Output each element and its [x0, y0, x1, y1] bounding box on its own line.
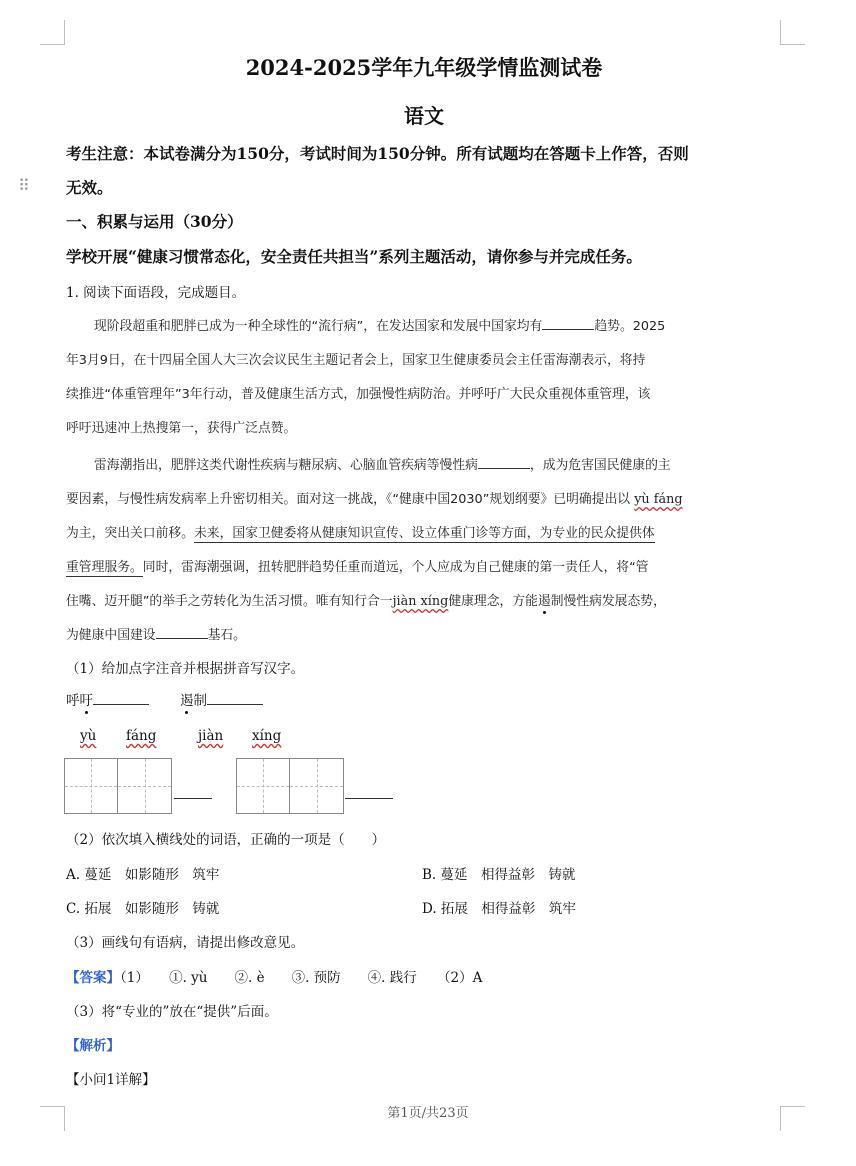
option-b[interactable]: B. 蔓延 相得益彰 铸就 [422, 867, 576, 883]
passage-line: 为主，突出关口前移。未来，国家卫健委将从健康知识宣传、设立体重门诊等方面，为专业的民众提供体 [66, 526, 655, 541]
grid-tail-line [345, 798, 393, 799]
grid-cell[interactable] [290, 759, 343, 813]
grid-cell[interactable] [118, 759, 171, 813]
passage-line: 要因素，与慢性病发病率上升密切相关。面对这一挑战，《“健康中国2030”规划纲要》已明确提出以 yù fáng [66, 492, 683, 507]
crop-mark-top-left [40, 20, 65, 45]
word-huyu: 呼吁 [66, 689, 149, 709]
pinyin-label-fang: fáng [126, 728, 157, 744]
blank-2 [478, 454, 530, 469]
option-a[interactable]: A. 蔓延 如影随形 筑牢 [66, 867, 220, 883]
notice-line-2: 无效。 [66, 178, 113, 197]
detail-label: 【小问1详解】 [66, 1072, 156, 1088]
passage-line: 重管理服务。同时，雷海潮强调，扭转肥胖趋势任重而道远，个人应成为自己健康的第一责任人，将“管 [66, 560, 649, 575]
answer-blank-yu[interactable] [93, 690, 149, 705]
passage-line: 续推进“体重管理年”3年行动，普及健康生活方式，加强慢性病防治。并呼吁广大民众重视体重管理，该 [66, 387, 651, 402]
blank-1 [542, 315, 594, 330]
passage-line: 雷海潮指出，肥胖这类代谢性疾病与糖尿病、心脑血管疾病等慢性病 ，成为危害国民健康的主 [94, 454, 671, 473]
activity-theme: 学校开展“健康习惯常态化，安全责任共担当”系列主题活动，请你参与并完成任务。 [66, 247, 642, 266]
answer-line-2: （3）将“专业的”放在“提供”后面。 [66, 1004, 278, 1020]
word-ezhi: 遏制 [180, 689, 263, 709]
writing-grid-jianxing[interactable] [236, 758, 344, 814]
underlined-sentence-end: 重管理服务。 [66, 560, 143, 575]
passage-line: 住嘴、迈开腿”的举手之劳转化为生活习惯。唯有知行合一jiàn xíng健康理念，方能遏制慢性病发展态势， [66, 594, 666, 609]
pinyin-jianxing: jiàn xíng [392, 594, 449, 609]
dotted-char-e: 遏 [537, 594, 551, 609]
pinyin-label-xing: xíng [252, 728, 282, 744]
passage-line: 为健康中国建设 基石。 [66, 624, 246, 643]
blank-3 [156, 624, 208, 639]
subject-title: 语文 [404, 104, 444, 128]
grid-cell[interactable] [65, 759, 118, 813]
pinyin-yufang: yù fáng [634, 492, 683, 507]
passage-line: 现阶段超重和肥胖已成为一种全球性的“流行病”，在发达国家和发展中国家均有 趋势。2025 [94, 315, 665, 334]
drag-handle-icon[interactable]: ⠿ [18, 176, 28, 195]
answer-label: 【答案】 [66, 970, 120, 986]
grid-cell[interactable] [237, 759, 290, 813]
sub-question-1: （1）给加点字注音并根据拼音写汉字。 [66, 661, 305, 677]
underlined-sentence: 未来，国家卫健委将从健康知识宣传、设立体重门诊等方面，为专业的民众提供体 [193, 526, 655, 541]
writing-grid-yufang[interactable] [64, 758, 172, 814]
sub-question-3: （3）画线句有语病，请提出修改意见。 [66, 935, 305, 951]
grid-tail-line [174, 798, 212, 799]
exam-title: 2024-2025学年九年级学情监测试卷 [245, 55, 603, 80]
option-c[interactable]: C. 拓展 如影随形 铸就 [66, 901, 220, 917]
sub-question-2: （2）依次填入横线处的词语，正确的一项是（ ） [66, 832, 386, 848]
option-d[interactable]: D. 拓展 相得益彰 筑牢 [422, 901, 576, 917]
passage-line: 呼吁迅速冲上热搜第一，获得广泛点赞。 [66, 421, 297, 436]
analysis-label: 【解析】 [66, 1038, 120, 1054]
section-heading: 一、积累与运用（30分） [66, 212, 243, 231]
pinyin-label-yu: yù [80, 728, 97, 744]
answer-blank-e[interactable] [207, 690, 263, 705]
crop-mark-top-right [780, 20, 805, 45]
page-number: 第1页/共23页 [387, 1106, 469, 1121]
answer-line: 【答案】（1） ①. yù ②. è ③. 预防 ④. 践行 （2）A [66, 970, 483, 986]
question-1-intro: 1. 阅读下面语段，完成题目。 [66, 285, 246, 301]
notice-line-1: 考生注意：本试卷满分为150分，考试时间为150分钟。所有试题均在答题卡上作答，否则 [66, 144, 689, 163]
passage-line: 年3月9日，在十四届全国人大三次会议民生主题记者会上，国家卫生健康委员会主任雷海潮表示，将持 [66, 353, 646, 368]
pinyin-label-jian: jiàn [198, 728, 224, 744]
